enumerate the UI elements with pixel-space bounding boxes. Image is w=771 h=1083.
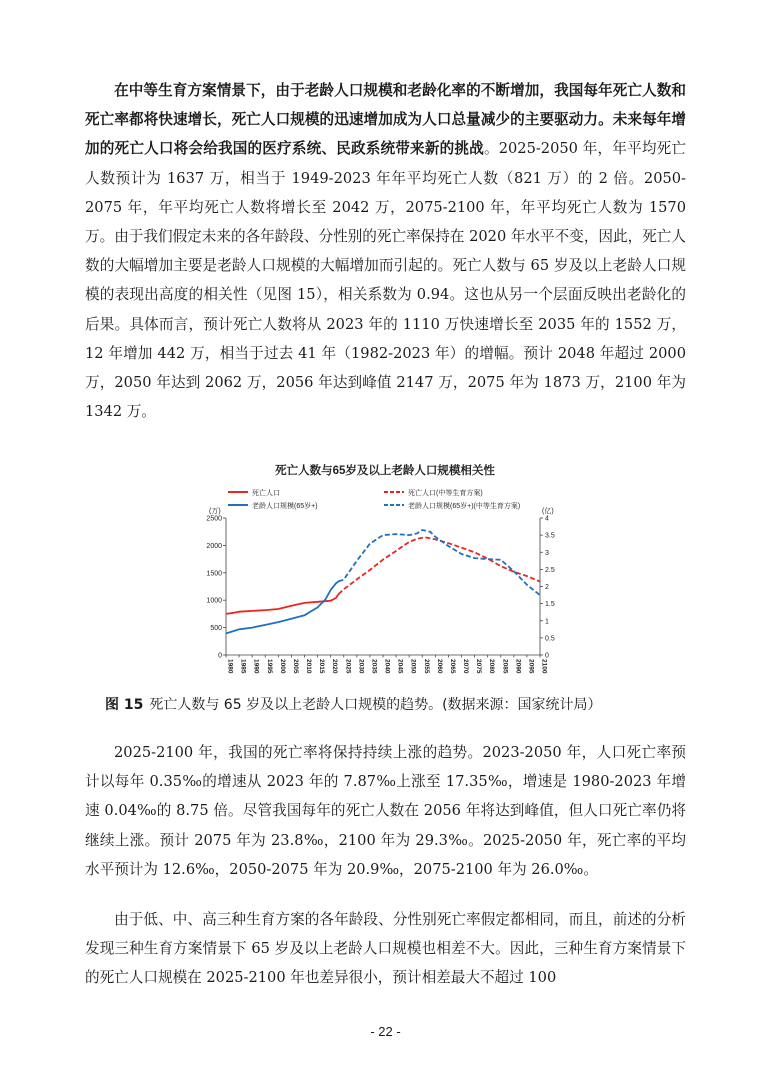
right-tick-label: 1.5 bbox=[545, 601, 555, 609]
right-tick-label: 3 bbox=[545, 549, 549, 557]
right-tick-label: 3.5 bbox=[545, 532, 555, 540]
right-tick-label: 2.5 bbox=[545, 566, 555, 574]
chart-figure bbox=[198, 458, 572, 686]
legend-label-deaths-proj: 死亡人口(中等生育方案) bbox=[408, 490, 483, 497]
legend-label-elderly: 老龄人口规模(65岁+) bbox=[252, 503, 318, 510]
x-tick-label: 2060 bbox=[435, 659, 443, 674]
x-tick-label: 2015 bbox=[318, 659, 326, 674]
x-tick-label: 2045 bbox=[396, 659, 404, 674]
figure-caption-label: 图 15 bbox=[105, 697, 144, 713]
x-tick-label: 2050 bbox=[409, 659, 417, 674]
x-tick-label: 2030 bbox=[357, 659, 365, 674]
right-tick-label: 0.5 bbox=[545, 635, 555, 643]
paragraph-body: 由于低、中、高三种生育方案的各年龄段、分性别死亡率假定都相同，而且，前述的分析发现三种生育方案情景下 65 岁及以上老龄人口规模也相差不大。因此，三种生育方案情景下的死亡人口规模在 2025-2100 年也差异很小，预计相差最大不超过 100 bbox=[85, 911, 686, 987]
paragraph-body: 2025-2100 年，我国的死亡率将保持持续上涨的趋势。2023-2050 年，人口死亡率预计以每年 0.35‰的增速从 2023 年的 7.87‰上涨至 17.35‰，增速是 1980-2023 年增速 0.04‰的 8.75 倍。尽管我国每年的死亡人数在 2056 年将达到峰值，但人口死亡率仍将继续上涨。预计 2075 年为 23.8‰，2100 年为 29.3‰。2025-2050 年，死亡率的平均水平预计为 12.6‰，2050-2075 年为 20.9‰，2075-2100 年为 26.0‰。 bbox=[85, 744, 686, 878]
paragraph-mortality-rate bbox=[85, 738, 686, 884]
x-tick-label: 2070 bbox=[462, 659, 469, 674]
figure-caption-text: 死亡人数与 65 岁及以上老龄人口规模的趋势。(数据来源：国家统计局） bbox=[149, 697, 602, 713]
x-tick-label: 1980 bbox=[226, 659, 234, 674]
page-number: - 22 - bbox=[370, 1024, 401, 1039]
x-tick-label: 2010 bbox=[305, 659, 312, 674]
right-tick-label: 4 bbox=[545, 515, 549, 523]
left-tick-label: 1500 bbox=[206, 570, 222, 578]
paragraph-scenario-comparison bbox=[85, 905, 686, 993]
x-tick-label: 2000 bbox=[278, 659, 286, 674]
legend-label-elderly-proj: 老龄人口规模(65岁+)(中等生育方案) bbox=[408, 503, 521, 510]
x-tick-label: 2035 bbox=[370, 659, 378, 674]
x-tick-label: 2020 bbox=[331, 659, 339, 674]
paragraph-body: 。2025-2050 年，年平均死亡人数预计为 1637 万，相当于 1949-2023 年年平均死亡人数（821 万）的 2 倍。2050-2075 年，年平均死亡人数将增长至 2042 万，2075-2100 年，年平均死亡人数为 1570 万。由于我们假定未来的各年龄段、分性别的死亡率保持在 2020 年水平不变，因此，死亡人数的大幅增加主要是老龄人口规模的大幅增加而引起的。死亡人数与 65 岁及以上老龄人口规模的表现出高度的相关性（见图 15），相关系数为 0.94。这也从另一个层面反映出老龄化的后果。具体而言，预计死亡人数将从 2023 年的 1110 万快速增长至 2035 年的 1552 万，12 年增加 442 万，相当于过去 41 年（1982-2023 年）的增幅。预计 2048 年超过 2000 万，2050 年达到 2062 万，2056 年达到峰值 2147 万，2075 年为 1873 万，2100 年为 1342 万。 bbox=[85, 140, 686, 421]
x-tick-label: 1995 bbox=[265, 659, 273, 674]
paragraph-bold-lead: 在中等生育方案情景下，由于老龄人口规模和老龄化率的不断增加，我国每年死亡人数和死亡率都将快速增长，死亡人口规模的迅速增加成为人口总量减少的主要驱动力。未来每年增加的死亡人口将会给我国的医疗系统、民政系统带来新的挑战 bbox=[85, 82, 686, 158]
x-tick-label: 2055 bbox=[422, 659, 430, 674]
left-tick-label: 2500 bbox=[206, 515, 222, 523]
left-tick-label: 1000 bbox=[206, 597, 222, 605]
x-tick-label: 1990 bbox=[252, 659, 260, 674]
chart-title: 死亡人数与65岁及以上老龄人口规模相关性 bbox=[275, 465, 495, 477]
x-tick-label: 2065 bbox=[448, 659, 456, 674]
x-tick-label: 2025 bbox=[344, 659, 352, 674]
x-tick-label: 2005 bbox=[291, 659, 299, 674]
x-tick-label: 2090 bbox=[514, 659, 522, 674]
left-tick-label: 500 bbox=[210, 625, 222, 633]
figure-caption bbox=[105, 694, 705, 714]
x-tick-label: 2100 bbox=[540, 659, 548, 674]
x-tick-label: 2040 bbox=[383, 659, 391, 674]
left-tick-label: 2000 bbox=[206, 542, 222, 550]
x-tick-label: 2085 bbox=[501, 659, 509, 674]
x-tick-label: 2075 bbox=[475, 659, 483, 674]
left-tick-label: 0 bbox=[218, 652, 222, 660]
right-tick-label: 2 bbox=[545, 584, 549, 591]
x-tick-label: 2095 bbox=[527, 659, 535, 674]
right-axis-unit: (亿) bbox=[542, 508, 554, 515]
left-axis-unit: (万) bbox=[209, 508, 221, 515]
right-tick-label: 1 bbox=[545, 618, 549, 626]
paragraph-mortality-growth bbox=[85, 76, 686, 426]
x-tick-label: 2080 bbox=[488, 659, 496, 674]
legend-label-deaths: 死亡人口 bbox=[252, 490, 280, 497]
right-tick-label: 0 bbox=[545, 652, 549, 660]
x-tick-label: 1985 bbox=[239, 659, 247, 674]
